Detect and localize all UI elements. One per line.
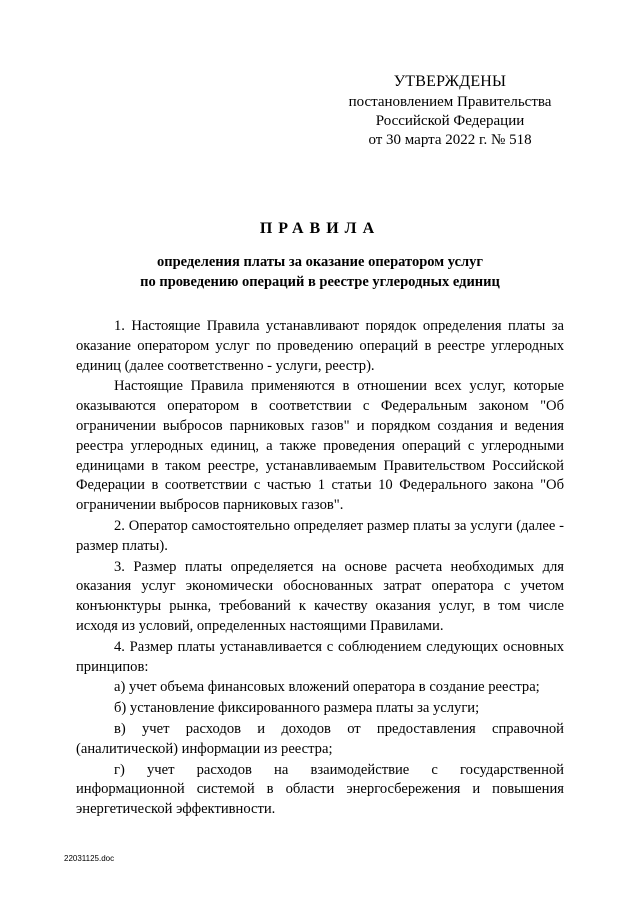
list-item-b: б) установление фиксированного размера платы за услуги;	[114, 700, 480, 717]
document-title: ПРАВИЛА	[259, 220, 381, 237]
list-item-v: в) учет расходов и доходов от предоставления справочной (аналитической) информации из реестра;	[76, 720, 564, 757]
list-item-g: г) учет расходов на взаимодействие с государственной информационной системой в области энергосбережения и повышения энергетической эффективности.	[76, 761, 564, 818]
subtitle-line-2: по проведению операций в реестре углеродных единиц	[140, 274, 500, 290]
approval-heading: УТВЕРЖДЕНЫ	[393, 73, 507, 90]
file-name-footer: 22031125.doc	[64, 854, 115, 863]
document-subtitle	[60, 252, 580, 292]
paragraph-2: Настоящие Правила применяются в отношении всех услуг, которые оказываются оператором в соответствии с Федеральным законом "Об ограничении выбросов парниковых газов" и порядком создания и ведения реестра углеродных единиц, а также проведения операций с углеродными единицами в таком реестре, устанавливаемым Правительством Российской Федерации в соответствии с частью 1 статьи 10 Федерального закона "Об ограничении выбросов парниковых газов".	[76, 378, 564, 514]
subtitle-line-1: определения платы за оказание оператором услуг	[157, 254, 483, 270]
title-block	[60, 220, 580, 292]
paragraph-5: 4. Размер платы устанавливается с соблюдением следующих основных принципов:	[76, 638, 564, 675]
paragraph-3: 2. Оператор самостоятельно определяет размер платы за услуги (далее - размер платы).	[76, 517, 564, 554]
approval-stamp	[300, 72, 600, 150]
paragraph-1: 1. Настоящие Правила устанавливают порядок определения платы за оказание оператором услуг по проведению операций в реестре углеродных единиц (далее соответственно - услуги, реестр).	[76, 318, 564, 374]
list-item-a: а) учет объема финансовых вложений оператора в создание реестра;	[114, 679, 540, 696]
paragraph-4: 3. Размер платы определяется на основе расчета необходимых для оказания услуг экономически обоснованных затрат оператора с учетом конъюнктуры рынка, требований к качеству оказания услуг, в том числе исходя из условий, определенных настоящими Правилами.	[76, 558, 564, 634]
document-body	[76, 317, 564, 820]
approval-line-1: постановлением Правительства	[348, 94, 552, 110]
approval-line-2: Российской Федерации	[375, 113, 525, 129]
approval-line-3: от 30 марта 2022 г. № 518	[368, 132, 532, 148]
